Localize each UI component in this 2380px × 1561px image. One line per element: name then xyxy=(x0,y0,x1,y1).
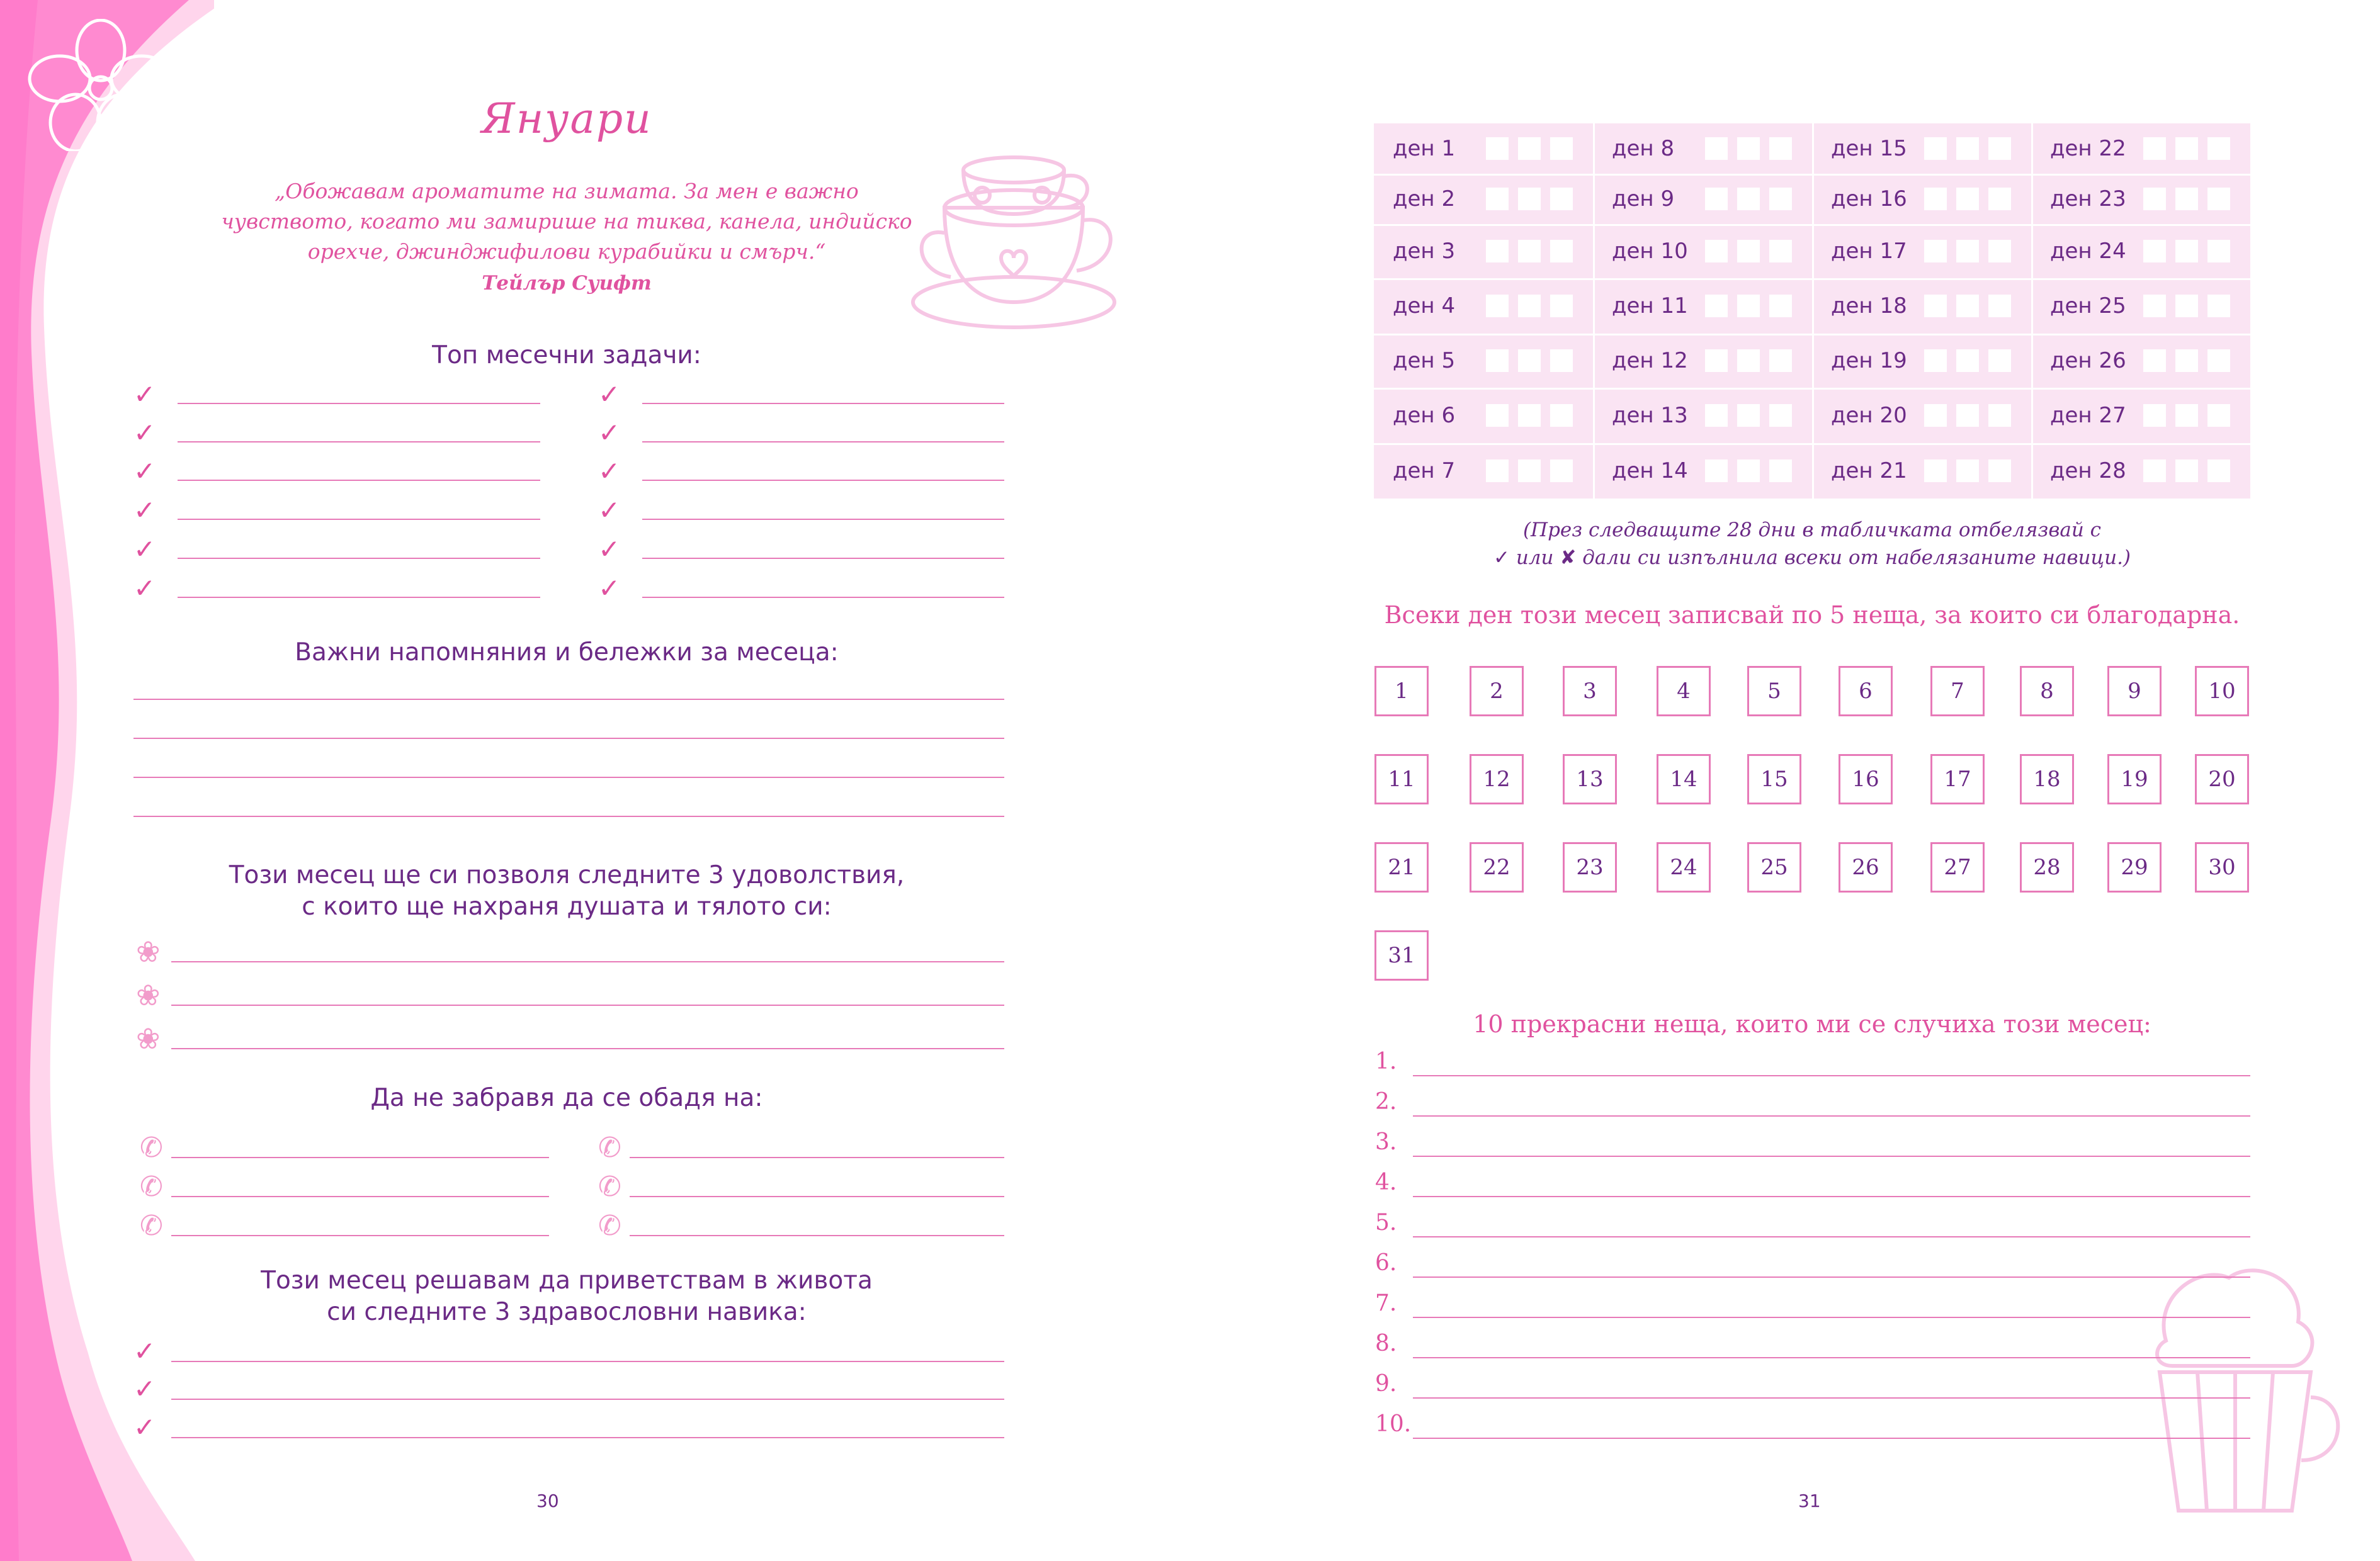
gratitude-day-box[interactable]: 30 xyxy=(2195,842,2249,893)
pleasures-heading-line: с които ще нахраня душата и тялото си: xyxy=(302,893,832,921)
habit-checkbox[interactable] xyxy=(1705,459,1728,482)
habit-checkbox[interactable] xyxy=(1486,459,1509,482)
habit-checkbox[interactable] xyxy=(2143,240,2166,262)
check-icon: ✓ xyxy=(133,417,156,448)
habit-checkbox[interactable] xyxy=(1486,240,1509,262)
habit-checkbox[interactable] xyxy=(1705,188,1728,210)
gratitude-day-box[interactable]: 7 xyxy=(1930,666,1985,716)
habit-note-line2 xyxy=(1374,544,2250,572)
check-icon: ✓ xyxy=(133,1336,156,1367)
habit-checkbox[interactable] xyxy=(2175,459,2198,482)
habit-checkbox[interactable] xyxy=(2207,240,2230,262)
task-line xyxy=(178,403,540,404)
habit-checkbox[interactable] xyxy=(2175,349,2198,372)
habit-day-label: ден 2 xyxy=(1393,186,1456,211)
check-icon: ✓ xyxy=(133,379,156,410)
wonderful-heading: 10 прекрасни неща, които ми се случиха този месец: xyxy=(1473,1010,2151,1038)
habit-checkbox[interactable] xyxy=(1705,137,1728,160)
call-line xyxy=(171,1235,549,1236)
gratitude-day-box[interactable]: 8 xyxy=(2020,666,2074,716)
task-line xyxy=(642,558,1004,559)
tasks-heading: Топ месечни задачи: xyxy=(432,341,701,369)
habit-line xyxy=(171,1437,1004,1438)
habit-checkbox[interactable] xyxy=(1737,188,1760,210)
habit-checkbox[interactable] xyxy=(1550,240,1573,262)
gratitude-day-box[interactable]: 18 xyxy=(2020,754,2074,804)
check-icon: ✓ xyxy=(133,1412,156,1443)
habit-checkbox[interactable] xyxy=(1518,404,1541,427)
wonderful-line xyxy=(1413,1397,2250,1399)
habit-day-label: ден 11 xyxy=(1612,293,1688,318)
task-line xyxy=(178,519,540,520)
habit-checkbox[interactable] xyxy=(1988,404,2011,427)
wonderful-number: 4. xyxy=(1375,1169,1397,1195)
habit-day-label: ден 3 xyxy=(1393,239,1456,264)
habit-checkbox[interactable] xyxy=(1769,295,1792,317)
habit-checkbox[interactable] xyxy=(2143,459,2166,482)
gratitude-day-box[interactable]: 24 xyxy=(1657,842,1711,893)
quote-line: орехче, джинджифилови курабийки и смърч.“ xyxy=(307,239,826,264)
quote-line: чувството, когато ми замирише на тиква, канела, индийско xyxy=(221,209,912,234)
gratitude-day-box[interactable]: 6 xyxy=(1839,666,1893,716)
teacup-decoration-icon xyxy=(907,132,1146,340)
habit-day-label: ден 4 xyxy=(1393,293,1456,318)
wonderful-line xyxy=(1413,1276,2250,1278)
habit-note-line1: (През следващите 28 дни в табличката отбелязвай с xyxy=(1522,519,2102,541)
habit-note-or: или xyxy=(1509,546,1560,569)
habit-day-label: ден 25 xyxy=(2050,293,2126,318)
phone-icon: ✆ xyxy=(140,1132,163,1164)
phone-icon: ✆ xyxy=(598,1132,621,1164)
habit-checkbox[interactable] xyxy=(1518,295,1541,317)
habit-checkbox[interactable] xyxy=(1737,404,1760,427)
gratitude-day-box[interactable]: 20 xyxy=(2195,754,2249,804)
grid-divider xyxy=(1374,334,2250,335)
check-icon: ✓ xyxy=(598,495,621,526)
habit-checkbox[interactable] xyxy=(1518,349,1541,372)
wonderful-line xyxy=(1413,1115,2250,1117)
habit-checkbox[interactable] xyxy=(1924,188,1947,210)
gratitude-day-box[interactable]: 29 xyxy=(2107,842,2162,893)
habit-day-label: ден 14 xyxy=(1612,458,1688,483)
task-line xyxy=(178,480,540,481)
phone-icon: ✆ xyxy=(140,1171,163,1203)
habit-day-label: ден 19 xyxy=(1831,348,1907,373)
habit-checkbox[interactable] xyxy=(1956,459,1979,482)
gratitude-day-box[interactable]: 4 xyxy=(1657,666,1711,716)
gratitude-day-box[interactable]: 31 xyxy=(1374,930,1429,981)
habit-checkbox[interactable] xyxy=(1550,188,1573,210)
habit-day-label: ден 27 xyxy=(2050,403,2126,428)
call-line xyxy=(630,1157,1004,1158)
reminder-line xyxy=(133,699,1004,700)
wonderful-line xyxy=(1413,1357,2250,1358)
grid-divider xyxy=(1593,123,1595,499)
habit-checkbox[interactable] xyxy=(1550,295,1573,317)
phone-icon: ✆ xyxy=(598,1210,621,1242)
reminder-line xyxy=(133,738,1004,739)
habit-checkbox[interactable] xyxy=(1988,188,2011,210)
check-icon: ✓ xyxy=(598,417,621,448)
habit-checkbox[interactable] xyxy=(1769,349,1792,372)
check-icon: ✓ xyxy=(598,379,621,410)
gratitude-day-box[interactable]: 21 xyxy=(1374,842,1429,893)
pleasures-heading-line: Този месец ще си позволя следните 3 удоволствия, xyxy=(229,861,905,889)
gratitude-day-box[interactable]: 13 xyxy=(1563,754,1617,804)
habit-checkbox[interactable] xyxy=(2175,188,2198,210)
reminder-line xyxy=(133,816,1004,817)
habit-line xyxy=(171,1361,1004,1362)
habit-checkbox[interactable] xyxy=(1988,137,2011,160)
habits-heading xyxy=(157,1265,976,1328)
check-icon: ✓ xyxy=(133,1373,156,1404)
habit-tracker-grid xyxy=(1374,123,2250,499)
habit-checkbox[interactable] xyxy=(2143,349,2166,372)
reminder-line xyxy=(133,777,1004,778)
gratitude-heading: Всеки ден този месец записвай по 5 неща, за които си благодарна. xyxy=(1384,601,2240,629)
gratitude-day-box[interactable]: 10 xyxy=(2195,666,2249,716)
call-line xyxy=(171,1196,549,1197)
flower-icon: ❀ xyxy=(136,1022,161,1056)
grid-divider xyxy=(1374,224,2250,226)
task-line xyxy=(178,441,540,442)
wonderful-line xyxy=(1413,1438,2250,1439)
quote-text xyxy=(208,176,926,267)
habit-checkbox[interactable] xyxy=(1737,295,1760,317)
gratitude-day-box[interactable]: 23 xyxy=(1563,842,1617,893)
pleasure-line xyxy=(171,1005,1004,1006)
grid-divider xyxy=(1812,123,1814,499)
habit-checkbox[interactable] xyxy=(1486,295,1509,317)
wonderful-number: 3. xyxy=(1375,1129,1397,1155)
habit-checkbox[interactable] xyxy=(1769,404,1792,427)
wonderful-line xyxy=(1413,1317,2250,1318)
call-line xyxy=(630,1196,1004,1197)
gratitude-day-box[interactable]: 27 xyxy=(1930,842,1985,893)
habit-checkbox[interactable] xyxy=(2207,349,2230,372)
habit-checkbox[interactable] xyxy=(1956,188,1979,210)
habit-day-label: ден 26 xyxy=(2050,348,2126,373)
habit-checkbox[interactable] xyxy=(1924,137,1947,160)
habit-line xyxy=(171,1399,1004,1400)
habit-checkbox[interactable] xyxy=(1486,188,1509,210)
pleasure-line xyxy=(171,1048,1004,1049)
habit-checkbox[interactable] xyxy=(1924,295,1947,317)
check-icon: ✓ xyxy=(133,456,156,487)
habit-checkbox[interactable] xyxy=(1924,459,1947,482)
gratitude-day-box[interactable]: 25 xyxy=(1747,842,1801,893)
wonderful-line xyxy=(1413,1075,2250,1076)
gratitude-day-box[interactable]: 1 xyxy=(1374,666,1429,716)
habit-checkbox[interactable] xyxy=(1988,349,2011,372)
habit-checkbox[interactable] xyxy=(1550,404,1573,427)
quote-author: Тейлър Суифт xyxy=(482,272,652,295)
habit-day-label: ден 16 xyxy=(1831,186,1907,211)
habits-heading-line: си следните 3 здравословни навика: xyxy=(327,1298,807,1326)
wonderful-number: 5. xyxy=(1375,1210,1397,1236)
habit-checkbox[interactable] xyxy=(1956,295,1979,317)
call-line xyxy=(630,1235,1004,1236)
habit-tracker-note xyxy=(1374,516,2250,572)
month-title: Януари xyxy=(481,94,652,143)
habit-checkbox[interactable] xyxy=(1518,188,1541,210)
habit-checkbox[interactable] xyxy=(1486,137,1509,160)
cup-decoration-icon xyxy=(2141,1259,2342,1523)
pleasures-heading xyxy=(157,860,976,923)
habit-checkbox[interactable] xyxy=(1988,295,2011,317)
habit-checkbox[interactable] xyxy=(2175,404,2198,427)
habit-checkbox[interactable] xyxy=(1705,349,1728,372)
habit-checkbox[interactable] xyxy=(1737,137,1760,160)
grid-divider xyxy=(1374,174,2250,176)
habit-checkbox[interactable] xyxy=(1518,459,1541,482)
habit-checkbox[interactable] xyxy=(2143,188,2166,210)
wonderful-number: 9. xyxy=(1375,1371,1397,1397)
cross-icon: ✘ xyxy=(1560,546,1577,569)
wonderful-number: 8. xyxy=(1375,1331,1397,1356)
habit-checkbox[interactable] xyxy=(2207,188,2230,210)
habit-checkbox[interactable] xyxy=(2207,459,2230,482)
check-icon: ✓ xyxy=(1493,546,1510,569)
check-icon: ✓ xyxy=(598,573,621,604)
habit-checkbox[interactable] xyxy=(1924,349,1947,372)
habit-checkbox[interactable] xyxy=(1769,459,1792,482)
gratitude-day-box[interactable]: 12 xyxy=(1470,754,1524,804)
habit-checkbox[interactable] xyxy=(1550,459,1573,482)
habit-checkbox[interactable] xyxy=(2143,295,2166,317)
habit-checkbox[interactable] xyxy=(2207,137,2230,160)
flower-decoration-icon xyxy=(25,19,176,151)
pleasure-line xyxy=(171,961,1004,962)
task-line xyxy=(642,519,1004,520)
habits-heading-line: Този месец решавам да приветствам в живота xyxy=(261,1266,873,1295)
habit-checkbox[interactable] xyxy=(1956,404,1979,427)
habit-day-label: ден 5 xyxy=(1393,348,1456,373)
habit-checkbox[interactable] xyxy=(1769,137,1792,160)
wonderful-line xyxy=(1413,1236,2250,1237)
task-line xyxy=(178,597,540,598)
habit-checkbox[interactable] xyxy=(1518,240,1541,262)
call-line xyxy=(171,1157,549,1158)
habit-checkbox[interactable] xyxy=(1988,240,2011,262)
habit-checkbox[interactable] xyxy=(1737,240,1760,262)
wonderful-number: 1. xyxy=(1375,1049,1397,1074)
habit-day-label: ден 1 xyxy=(1393,136,1456,161)
habit-day-label: ден 28 xyxy=(2050,458,2126,483)
grid-divider xyxy=(2031,123,2033,499)
check-icon: ✓ xyxy=(133,534,156,565)
habit-checkbox[interactable] xyxy=(1486,349,1509,372)
habit-checkbox[interactable] xyxy=(1956,137,1979,160)
check-icon: ✓ xyxy=(133,495,156,526)
gratitude-day-box[interactable]: 19 xyxy=(2107,754,2162,804)
habit-checkbox[interactable] xyxy=(2175,240,2198,262)
habit-checkbox[interactable] xyxy=(2207,295,2230,317)
habit-checkbox[interactable] xyxy=(2143,404,2166,427)
gratitude-day-box[interactable]: 2 xyxy=(1470,666,1524,716)
habit-day-label: ден 17 xyxy=(1831,239,1907,264)
gratitude-day-box[interactable]: 9 xyxy=(2107,666,2162,716)
habit-day-label: ден 12 xyxy=(1612,348,1688,373)
habit-day-label: ден 21 xyxy=(1831,458,1907,483)
habit-checkbox[interactable] xyxy=(1988,459,2011,482)
task-line xyxy=(642,441,1004,442)
habit-checkbox[interactable] xyxy=(2143,137,2166,160)
wonderful-line xyxy=(1413,1196,2250,1197)
flower-icon: ❀ xyxy=(136,978,161,1012)
page-number-right: 31 xyxy=(1798,1491,1821,1511)
check-icon: ✓ xyxy=(598,456,621,487)
habit-day-label: ден 24 xyxy=(2050,239,2126,264)
habit-day-label: ден 23 xyxy=(2050,186,2126,211)
habit-day-label: ден 15 xyxy=(1831,136,1907,161)
gratitude-day-box[interactable]: 28 xyxy=(2020,842,2074,893)
page-number-left: 30 xyxy=(536,1491,559,1511)
task-line xyxy=(642,480,1004,481)
grid-divider xyxy=(1374,278,2250,280)
habit-checkbox[interactable] xyxy=(2175,137,2198,160)
habit-day-label: ден 10 xyxy=(1612,239,1688,264)
habit-checkbox[interactable] xyxy=(1486,404,1509,427)
wonderful-line xyxy=(1413,1156,2250,1157)
task-line xyxy=(178,558,540,559)
wonderful-number: 7. xyxy=(1375,1290,1397,1316)
wonderful-number: 2. xyxy=(1375,1089,1397,1115)
wonderful-number: 10. xyxy=(1375,1411,1412,1437)
phone-icon: ✆ xyxy=(598,1171,621,1203)
habit-checkbox[interactable] xyxy=(2175,295,2198,317)
task-line xyxy=(642,403,1004,404)
habit-day-label: ден 20 xyxy=(1831,403,1907,428)
task-line xyxy=(642,597,1004,598)
habit-day-label: ден 8 xyxy=(1612,136,1675,161)
gratitude-day-box[interactable]: 26 xyxy=(1839,842,1893,893)
flower-icon: ❀ xyxy=(136,935,161,969)
habit-checkbox[interactable] xyxy=(1956,349,1979,372)
gratitude-day-box[interactable]: 22 xyxy=(1470,842,1524,893)
grid-divider xyxy=(1374,388,2250,390)
habit-checkbox[interactable] xyxy=(1705,295,1728,317)
gratitude-day-box[interactable]: 15 xyxy=(1747,754,1801,804)
gratitude-day-box[interactable]: 14 xyxy=(1657,754,1711,804)
habit-checkbox[interactable] xyxy=(1550,349,1573,372)
habit-day-label: ден 13 xyxy=(1612,403,1688,428)
gratitude-day-box[interactable]: 11 xyxy=(1374,754,1429,804)
gratitude-day-box[interactable]: 5 xyxy=(1747,666,1801,716)
habit-checkbox[interactable] xyxy=(1956,240,1979,262)
habit-checkbox[interactable] xyxy=(1737,459,1760,482)
habit-checkbox[interactable] xyxy=(1924,404,1947,427)
habit-day-label: ден 22 xyxy=(2050,136,2126,161)
habit-day-label: ден 9 xyxy=(1612,186,1675,211)
gratitude-day-box[interactable]: 3 xyxy=(1563,666,1617,716)
habit-day-label: ден 7 xyxy=(1393,458,1456,483)
reminders-heading: Важни напомняния и бележки за месеца: xyxy=(295,638,839,667)
check-icon: ✓ xyxy=(598,534,621,565)
habit-checkbox[interactable] xyxy=(1769,240,1792,262)
habit-checkbox[interactable] xyxy=(1769,188,1792,210)
habit-checkbox[interactable] xyxy=(1518,137,1541,160)
gratitude-day-box[interactable]: 17 xyxy=(1930,754,1985,804)
habit-checkbox[interactable] xyxy=(1550,137,1573,160)
quote-line: „Обожавам ароматите на зимата. За мен е важно xyxy=(275,179,859,203)
grid-divider xyxy=(1374,443,2250,445)
habit-day-label: ден 6 xyxy=(1393,403,1456,428)
call-heading: Да не забравя да се обадя на: xyxy=(370,1084,763,1112)
habit-checkbox[interactable] xyxy=(1705,404,1728,427)
habit-checkbox[interactable] xyxy=(2207,404,2230,427)
wonderful-number: 6. xyxy=(1375,1250,1397,1276)
habit-checkbox[interactable] xyxy=(1924,240,1947,262)
gratitude-day-box[interactable]: 16 xyxy=(1839,754,1893,804)
habit-checkbox[interactable] xyxy=(1737,349,1760,372)
habit-checkbox[interactable] xyxy=(1705,240,1728,262)
habit-day-label: ден 18 xyxy=(1831,293,1907,318)
check-icon: ✓ xyxy=(133,573,156,604)
habit-note-rest: дали си изпълнила всеки от набелязаните навици.) xyxy=(1576,546,2131,569)
phone-icon: ✆ xyxy=(140,1210,163,1242)
